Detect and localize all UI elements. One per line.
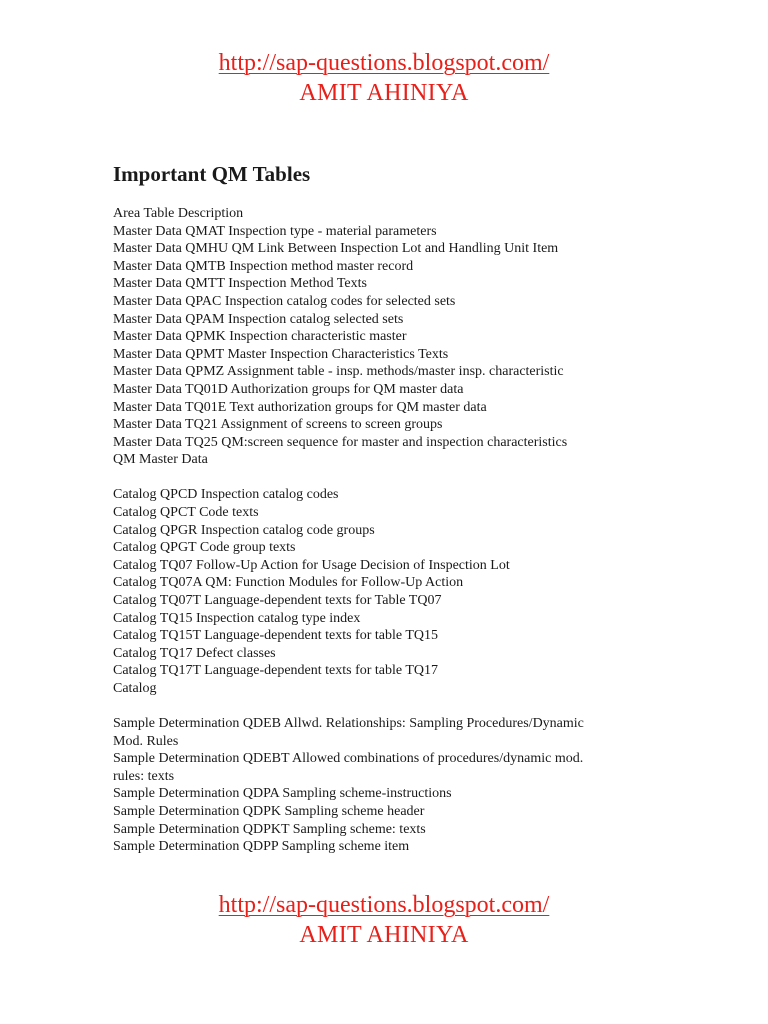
table-entry-line: Catalog TQ15 Inspection catalog type index — [113, 610, 361, 626]
table-entry-line: Master Data QMTB Inspection method master record — [113, 258, 414, 274]
table-entry-line: Master Data QMAT Inspection type - material parameters — [113, 223, 437, 239]
footer-blog-link[interactable]: http://sap-questions.blogspot.com/ — [218, 892, 550, 918]
table-entry-line: Master Data TQ25 QM:screen sequence for master and inspection characteristics — [113, 434, 568, 450]
table-entry-line: Catalog TQ15T Language-dependent texts for table TQ15 — [113, 628, 439, 644]
footer-author-name: AMIT AHINIYA — [299, 922, 469, 948]
table-entry-line: Mod. Rules — [113, 733, 179, 749]
table-entry-line: Master Data QMHU QM Link Between Inspection Lot and Handling Unit Item — [113, 241, 559, 257]
document-title: Important QM Tables — [113, 162, 311, 186]
table-section — [113, 715, 653, 856]
table-entry-line: Master Data QPMK Inspection characteristic master — [113, 329, 407, 345]
table-entry-line: Master Data TQ01D Authorization groups for QM master data — [113, 381, 464, 397]
header-author-name: AMIT AHINIYA — [299, 80, 469, 106]
table-entry-line: Catalog TQ17T Language-dependent texts for table TQ17 — [113, 663, 439, 679]
table-list — [113, 205, 653, 873]
table-entry-line: Master Data QPMT Master Inspection Characteristics Texts — [113, 346, 449, 362]
page-footer — [0, 890, 768, 950]
table-entry-line: rules: texts — [113, 768, 175, 784]
table-entry-line: Catalog QPCT Code texts — [113, 505, 259, 520]
table-entry-line: Catalog TQ07T Language-dependent texts for Table TQ07 — [113, 592, 442, 608]
table-entry-line: Master Data QMTT Inspection Method Texts — [113, 276, 367, 292]
table-section — [113, 205, 653, 469]
table-entry-line: Catalog QPCD Inspection catalog codes — [113, 487, 339, 503]
table-entry-line: Catalog — [113, 680, 157, 696]
table-entry-line: Catalog TQ07 Follow-Up Action for Usage Decision of Inspection Lot — [113, 557, 510, 573]
table-entry-line: Sample Determination QDEB Allwd. Relationships: Sampling Procedures/Dynamic — [113, 716, 584, 732]
header-blog-link[interactable]: http://sap-questions.blogspot.com/ — [218, 50, 550, 76]
table-entry-line: QM Master Data — [113, 452, 208, 468]
table-entry-line: Catalog TQ17 Defect classes — [113, 645, 276, 661]
table-entry-line: Catalog TQ07A QM: Function Modules for Follow-Up Action — [113, 575, 464, 591]
page-header — [0, 48, 768, 108]
table-entry-line: Master Data QPAM Inspection catalog selected sets — [113, 311, 404, 327]
table-entry-line: Sample Determination QDPP Sampling scheme item — [113, 839, 410, 855]
table-entry-line: Sample Determination QDPKT Sampling scheme: texts — [113, 821, 426, 837]
table-entry-line: Master Data TQ21 Assignment of screens to screen groups — [113, 417, 443, 433]
table-entry-line: Sample Determination QDPK Sampling scheme header — [113, 804, 425, 819]
table-entry-line: Catalog QPGT Code group texts — [113, 540, 296, 556]
table-entry-line: Sample Determination QDEBT Allowed combinations of procedures/dynamic mod. — [113, 751, 584, 767]
table-entry-line: Sample Determination QDPA Sampling scheme-instructions — [113, 786, 452, 802]
table-entry-line: Area Table Description — [113, 206, 244, 221]
table-section — [113, 486, 653, 697]
table-entry-line: Master Data TQ01E Text authorization groups for QM master data — [113, 399, 487, 415]
table-entry-line: Master Data QPAC Inspection catalog codes for selected sets — [113, 293, 456, 309]
table-entry-line: Master Data QPMZ Assignment table - insp. methods/master insp. characteristic — [113, 364, 564, 380]
table-entry-line: Catalog QPGR Inspection catalog code groups — [113, 522, 375, 538]
